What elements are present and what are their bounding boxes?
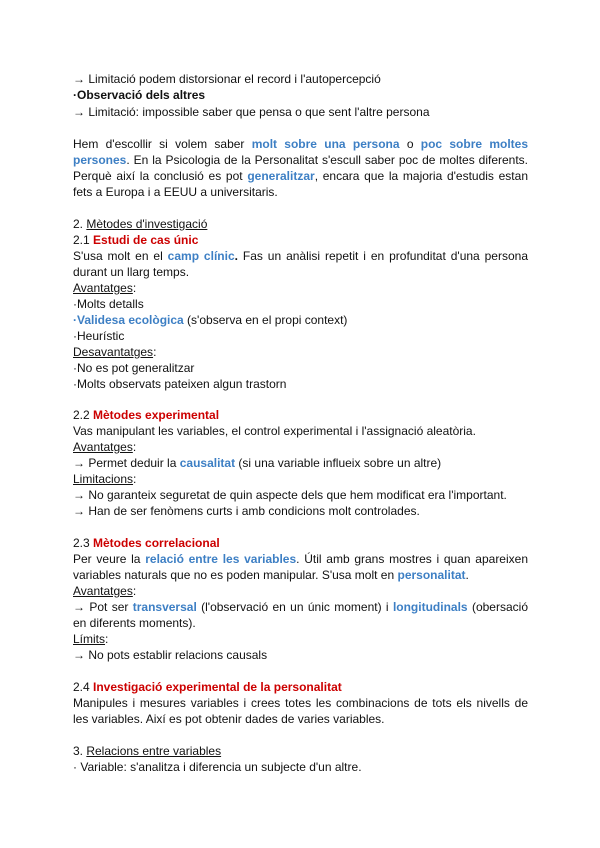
subsection-2-2-heading: 2.2 Mètodes experimental: [73, 408, 220, 422]
s22-line-1: Vas manipulant les variables, el control experimental i l'assignació aleatòria.: [73, 424, 476, 438]
s23-advantages-label: Avantatges:: [73, 584, 137, 598]
s23-limits-label: Límits:: [73, 632, 109, 646]
s21-adv-1: ·Molts detalls: [73, 297, 144, 311]
s21-line-2: durant un llarg temps.: [73, 265, 190, 279]
s23-line-2: variables naturals que no es poden manipular. S'usa molt en personalitat.: [73, 568, 469, 582]
subsection-2-3-heading: 2.3 Mètodes correlacional: [73, 536, 220, 550]
s22-limitations-label: Limitacions:: [73, 472, 137, 486]
s22-adv-1: → Permet deduir la causalitat (si una variable influeix sobre un altre): [73, 456, 442, 470]
section-2-heading: 2. Mètodes d'investigació: [73, 217, 208, 231]
s23-adv-1: → Pot ser transversal (l'observació en un únic moment) i longitudinals (obersació: [73, 600, 528, 614]
s23-lim-1: → No pots establir relacions causals: [73, 648, 268, 662]
s21-dis-2: ·Molts observats pateixen algun trastorn: [73, 377, 287, 391]
s22-lim-1: → No garanteix seguretat de quin aspecte dels que hem modificat era l'important.: [73, 488, 507, 502]
s22-advantages-label: Avantatges:: [73, 440, 137, 454]
s21-line-1: S'usa molt en el camp clínic. Fas un anàlisi repetit i en profunditat d'una persona: [73, 249, 528, 263]
subsection-2-1-heading: 2.1 Estudi de cas únic: [73, 233, 199, 247]
limitation-line-1: → Limitació podem distorsionar el record i l'autopercepció: [73, 72, 381, 86]
intro-line-4: fets a Europa i a EEUU a universitaris.: [73, 185, 278, 199]
s21-advantages-label: Avantatges:: [73, 281, 137, 295]
intro-line-3: Perquè així la conclusió es pot generalitzar, encara que la majoria d'estudis estan: [73, 169, 528, 183]
s23-adv-2: en diferents moments).: [73, 616, 196, 630]
observation-heading: ·Observació dels altres: [73, 88, 206, 102]
s22-lim-2: → Han de ser fenòmens curts i amb condicions molt controlades.: [73, 504, 420, 518]
s24-line-1: Manipules i mesures variables i crees totes les combinacions de tots els nivells de: [73, 696, 528, 710]
intro-line-2: persones. En la Psicologia de la Personalitat s'escull saber poc de moltes diferents.: [73, 153, 528, 167]
section-3-heading: 3. Relacions entre variables: [73, 744, 222, 758]
s24-line-2: les variables. Així es pot obtenir dades de varies variables.: [73, 712, 385, 726]
s3-line-1: · Variable: s'analitza i diferencia un subjecte d'un altre.: [73, 760, 362, 774]
s21-adv-2: ·Validesa ecològica (s'observa en el propi context): [73, 313, 348, 327]
subsection-2-4-heading: 2.4 Investigació experimental de la personalitat: [73, 680, 342, 694]
intro-line-1: Hem d'escollir si volem saber molt sobre una persona o poc sobre moltes: [73, 137, 528, 151]
limitation-line-2: → Limitació: impossible saber que pensa o que sent l'altre persona: [73, 105, 430, 119]
s21-disadvantages-label: Desavantatges:: [73, 345, 157, 359]
s21-dis-1: ·No es pot generalitzar: [73, 361, 195, 375]
s23-line-1: Per veure la relació entre les variables. Útil amb grans mostres i quan apareixen: [73, 552, 528, 566]
s21-adv-3: ·Heurístic: [73, 329, 125, 343]
